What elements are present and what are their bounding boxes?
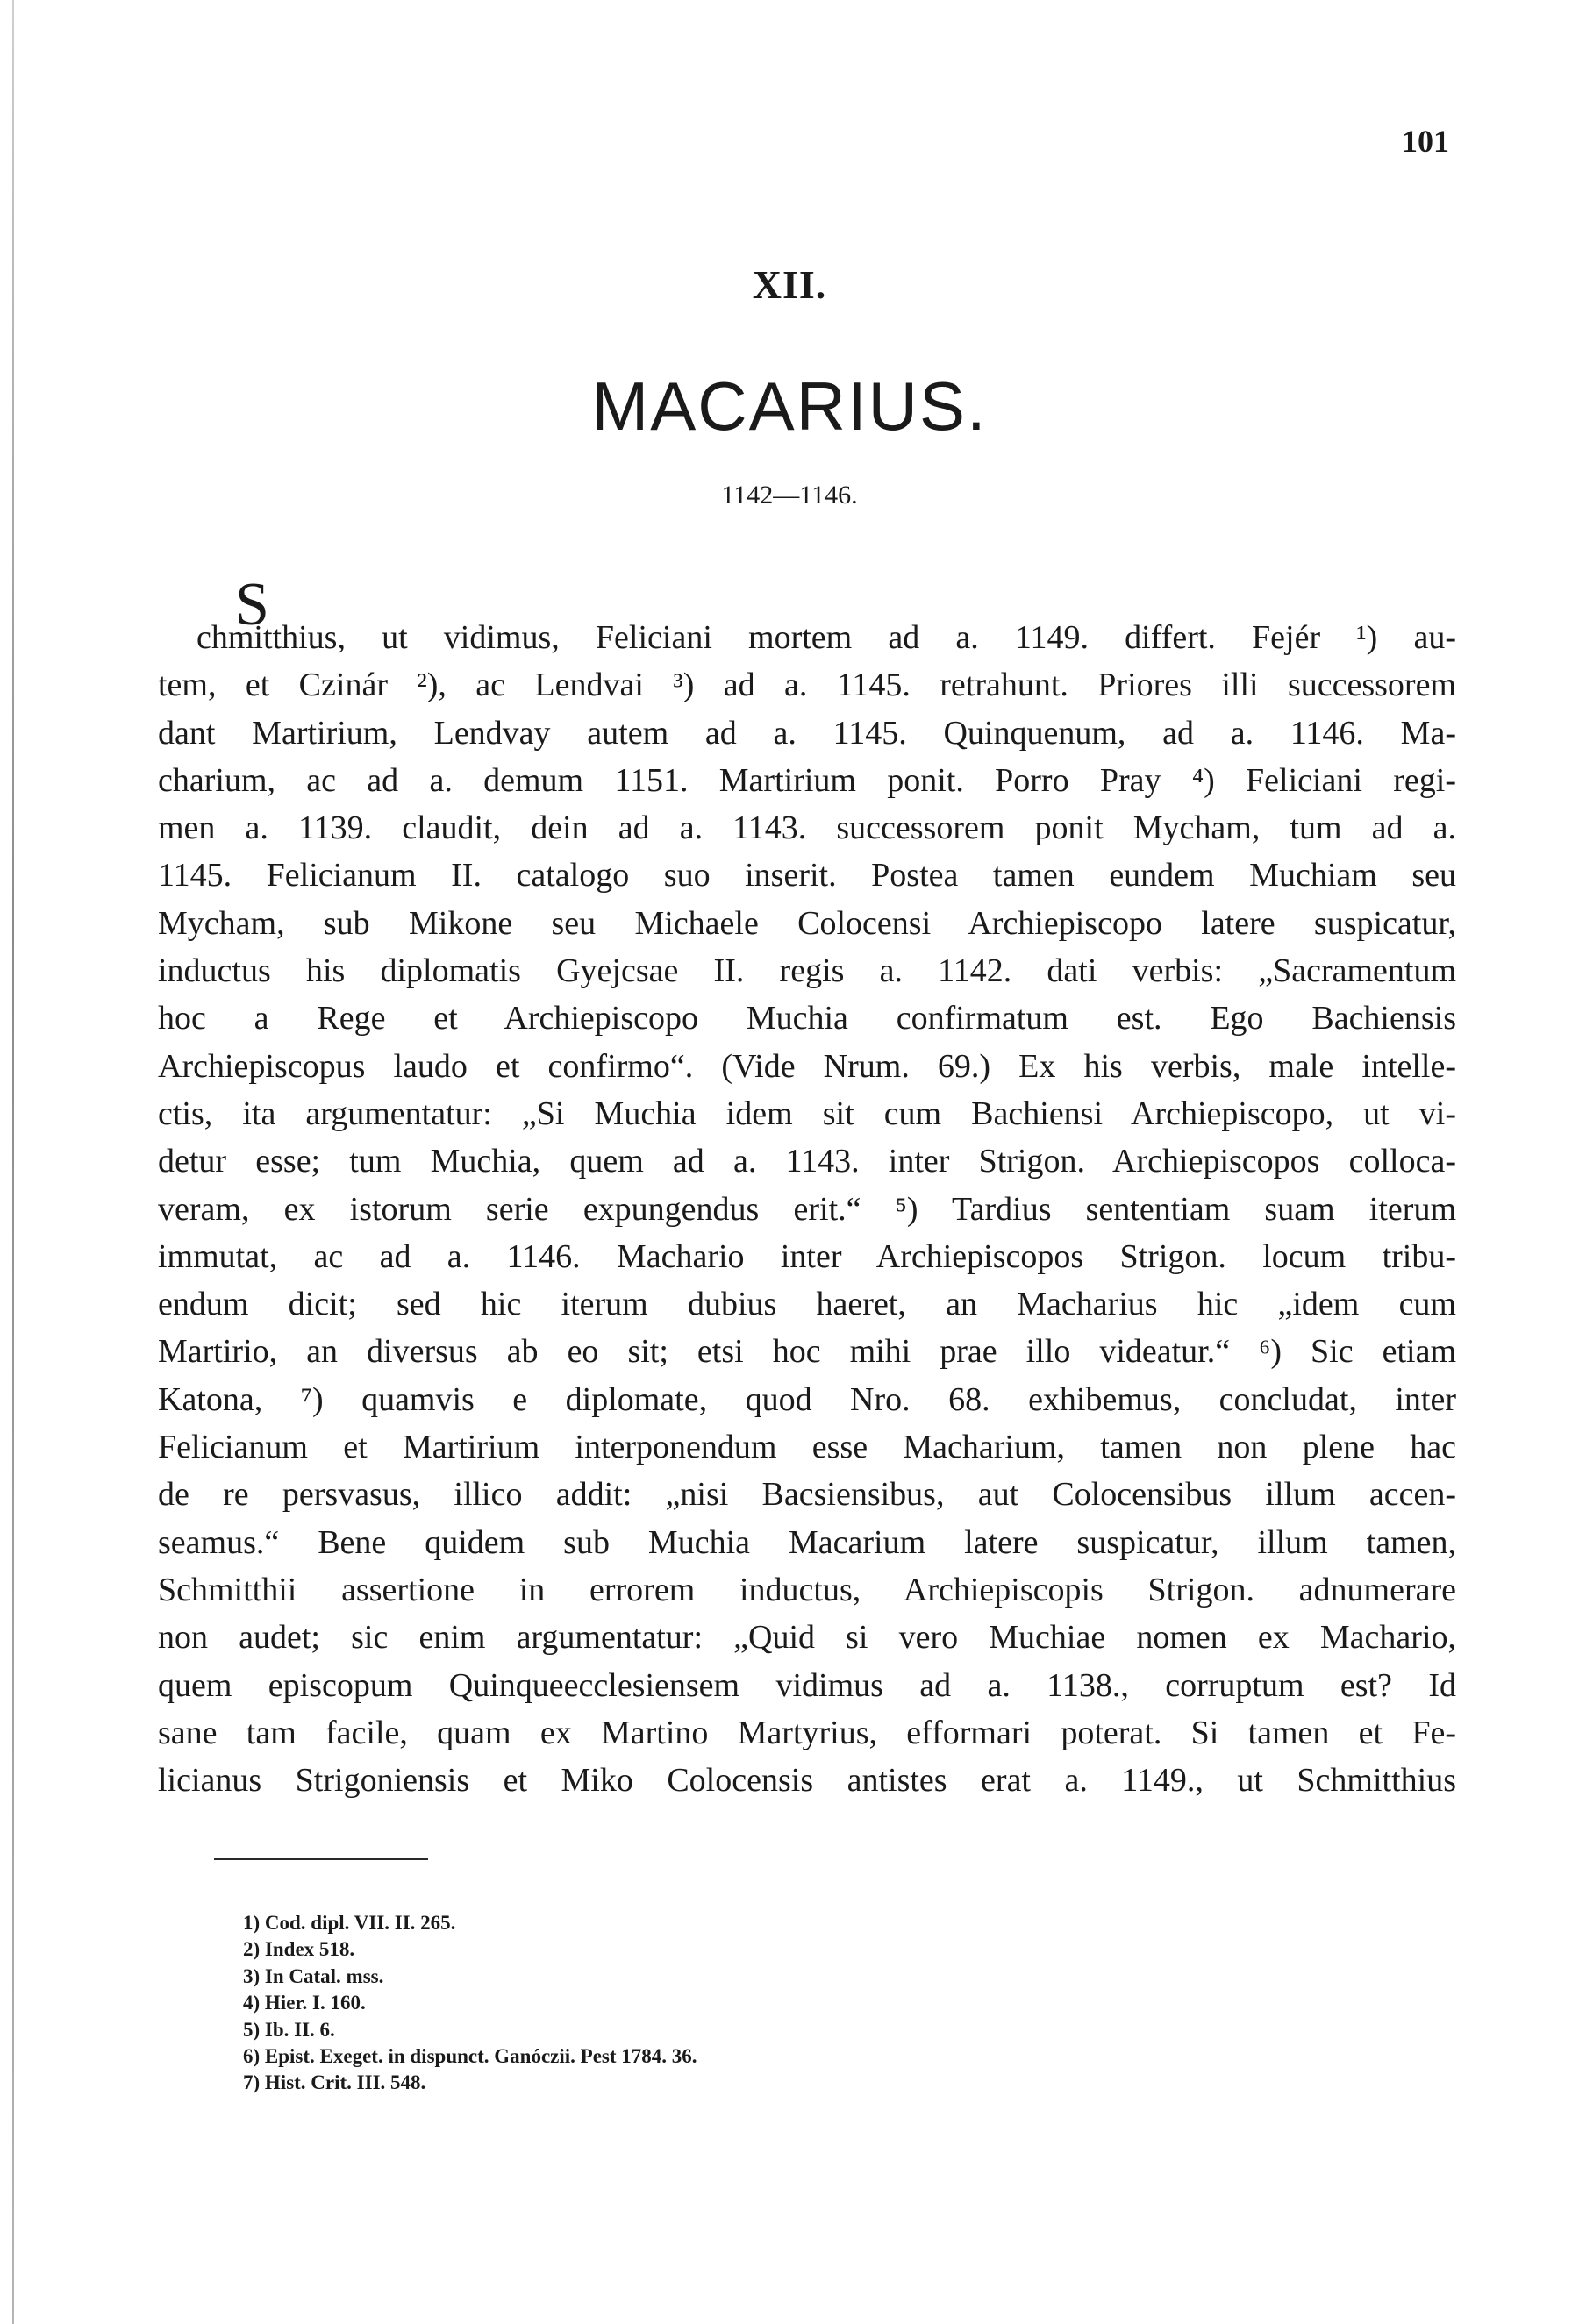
body-line: de re persvasus, illico addit: „nisi Bacsiensibus, aut Colocensibus illum accen- (158, 1476, 1456, 1514)
scan-edge (12, 0, 14, 2324)
footnote: 3) In Catal. mss. (243, 1964, 384, 1987)
body-line: dant Martirium, Lendvay autem ad a. 1145. Quinquenum, ad a. 1146. Ma- (158, 714, 1456, 752)
body-line: immutat, ac ad a. 1146. Machario inter Archiepiscopos Strigon. locum tribu- (158, 1237, 1456, 1275)
footnote: 6) Epist. Exeget. in dispunct. Ganóczii. Pest 1784. 36. (243, 2044, 697, 2067)
footnote: 2) Index 518. (243, 1938, 355, 1961)
footnotes (243, 1910, 1383, 2097)
body-text (158, 614, 1456, 1804)
body-line: sane tam facile, quam ex Martino Martyrius, efformari poterat. Si tamen et Fe- (158, 1714, 1456, 1751)
body-line: veram, ex istorum serie expungendus erit.“ ⁵) Tardius sententiam suam iterum (158, 1190, 1456, 1228)
body-line: non audet; sic enim argumentatur: „Quid si vero Muchiae nomen ex Machario, (158, 1619, 1456, 1657)
body-line: quem episcopum Quinqueecclesiensem vidimus ad a. 1138., corruptum est? Id (158, 1666, 1456, 1704)
body-line: inductus his diplomatis Gyejcsae II. regis a. 1142. dati verbis: „Sacramentum (158, 952, 1456, 990)
body-line: hoc a Rege et Archiepiscopo Muchia confirmatum est. Ego Bachiensis (158, 1000, 1456, 1037)
body-line: detur esse; tum Muchia, quem ad a. 1143. inter Strigon. Archiepiscopos colloca- (158, 1143, 1456, 1180)
footnote: 4) Hier. I. 160. (243, 1992, 366, 2014)
footnote: 5) Ib. II. 6. (243, 2018, 335, 2041)
footnote-rule (214, 1858, 428, 1860)
body-line: Mycham, sub Mikone seu Michaele Colocensi Archiepiscopo latere suspicatur, (158, 904, 1456, 942)
chapter-title: MACARIUS. (591, 367, 988, 445)
body-line: endum dicit; sed hic iterum dubius haeret, an Macharius hic „idem cum (158, 1286, 1456, 1323)
body-line: licianus Strigoniensis et Miko Colocensis antistes erat a. 1149., ut Schmitthius (158, 1762, 1456, 1800)
body-line: Archiepiscopus laudo et confirmo“. (Vide Nrum. 69.) Ex his verbis, male intelle- (158, 1047, 1456, 1085)
body-line: ctis, ita argumentatur: „Si Muchia idem sit cum Bachiensi Archiepiscopo, ut vi- (158, 1094, 1456, 1132)
body-line: Martirio, an diversus ab eo sit; etsi hoc mihi prae illo videatur.“ ⁶) Sic etiam (158, 1333, 1456, 1371)
page-number: 101 (1402, 124, 1449, 159)
footnote: 7) Hist. Crit. III. 548. (243, 2071, 426, 2094)
body-line: Felicianum et Martirium interponendum esse Macharium, tamen non plene hac (158, 1429, 1456, 1466)
chapter-years: 1142—1146. (721, 481, 858, 510)
body-line: 1145. Felicianum II. catalogo suo inserit. Postea tamen eundem Muchiam seu (158, 857, 1456, 895)
drop-initial: S (235, 571, 269, 638)
body-line: Katona, ⁷) quamvis e diplomate, quod Nro. 68. exhibemus, concludat, inter (158, 1380, 1456, 1418)
footnote: 1) Cod. dipl. VII. II. 265. (243, 1912, 456, 1934)
chapter-number: XII. (752, 262, 827, 307)
body-line: chmitthius, ut vidimus, Feliciani mortem ad a. 1149. differt. Fejér ¹) au- (196, 619, 1456, 656)
body-line: tem, et Czinár ²), ac Lendvai ³) ad a. 1145. retrahunt. Priores illi successorem (158, 667, 1456, 704)
body-line: charium, ac ad a. demum 1151. Martirium ponit. Porro Pray ⁴) Feliciani regi- (158, 761, 1456, 799)
body-line: men a. 1139. claudit, dein ad a. 1143. successorem ponit Mycham, tum ad a. (158, 809, 1456, 847)
body-line: seamus.“ Bene quidem sub Muchia Macarium latere suspicatur, illum tamen, (158, 1523, 1456, 1561)
body-line: Schmitthii assertione in errorem inductus, Archiepiscopis Strigon. adnumerare (158, 1571, 1456, 1608)
